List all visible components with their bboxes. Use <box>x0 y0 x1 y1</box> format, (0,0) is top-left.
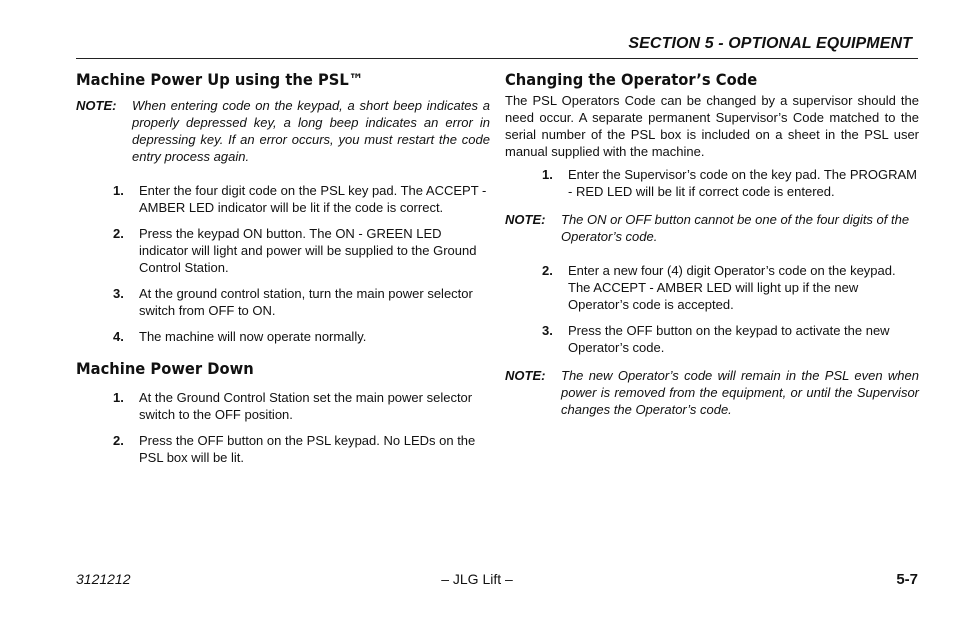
power-up-note <box>76 97 490 165</box>
step-number: 3. <box>542 323 553 338</box>
list-item <box>113 389 490 423</box>
step-text: Press the keypad ON button. The ON - GREEN LED indicator will light and power will be supplied to the Ground Control Station. <box>139 226 477 275</box>
step-number: 1. <box>113 390 124 405</box>
power-up-steps <box>113 182 490 345</box>
power-up-heading: Machine Power Up using the PSL™ <box>76 70 364 89</box>
step-text: At the ground control station, turn the main power selector switch from OFF to ON. <box>139 286 473 318</box>
right-column <box>505 70 919 418</box>
step-text: Press the OFF button on the keypad to activate the new Operator’s code. <box>568 323 890 355</box>
step-number: 1. <box>542 167 553 182</box>
step-text: Enter the four digit code on the PSL key pad. The ACCEPT - AMBER LED indicator will be lit if the code is correct. <box>139 183 487 215</box>
list-item <box>113 285 490 319</box>
step-text: Enter the Supervisor’s code on the key pad. The PROGRAM - RED LED will be lit if correct code is entered. <box>568 167 918 199</box>
step-text: The machine will now operate normally. <box>139 329 367 344</box>
code-retention-note <box>505 367 919 418</box>
note-label: NOTE: <box>505 212 546 227</box>
left-column <box>76 70 490 466</box>
note-text: The new Operator’s code will remain in the PSL even when power is removed from the equipment, or until the Supervisor changes the Operator’s code. <box>561 368 919 417</box>
note-label: NOTE: <box>76 98 117 113</box>
step-number: 1. <box>113 183 124 198</box>
step-text: Press the OFF button on the PSL keypad. No LEDs on the PSL box will be lit. <box>139 433 476 465</box>
list-item <box>542 322 919 356</box>
step-number: 2. <box>113 226 124 241</box>
power-down-heading: Machine Power Down <box>76 359 254 378</box>
note-text: When entering code on the keypad, a short beep indicates a properly depressed key, a long beep indicates an error in depressing key. If an error occurs, you must restart the code entry process again. <box>132 98 490 164</box>
list-item <box>542 166 919 200</box>
step-number: 4. <box>113 329 124 344</box>
power-down-steps <box>113 389 490 466</box>
list-item <box>113 328 490 345</box>
list-item <box>542 262 919 313</box>
list-item <box>113 432 490 466</box>
intro-paragraph: The PSL Operators Code can be changed by a supervisor should the need occur. A separate permanent Supervisor’s Code matched to the serial number of the PSL box is included on a sheet in the PSL user manual supplied with the machine. <box>505 93 919 159</box>
document-number: 3121212 <box>76 571 131 587</box>
page-number: 5-7 <box>896 571 918 588</box>
step-text: At the Ground Control Station set the main power selector switch to the OFF position. <box>139 390 473 422</box>
operator-code-note <box>505 211 919 245</box>
section-title: SECTION 5 - OPTIONAL EQUIPMENT <box>628 35 912 52</box>
step-number: 3. <box>113 286 124 301</box>
changing-code-heading: Changing the Operator’s Code <box>505 70 758 89</box>
header-rule <box>76 58 918 59</box>
step-number: 2. <box>542 263 553 278</box>
note-label: NOTE: <box>505 368 546 383</box>
note-text: The ON or OFF button cannot be one of the four digits of the Operator’s code. <box>561 212 910 244</box>
step-text: Enter a new four (4) digit Operator’s code on the keypad. The ACCEPT - AMBER LED will light up if the new Operator’s code is accepted. <box>568 263 896 312</box>
list-item <box>113 225 490 276</box>
footer-brand: – JLG Lift – <box>441 571 513 587</box>
step-number: 2. <box>113 433 124 448</box>
list-item <box>113 182 490 216</box>
